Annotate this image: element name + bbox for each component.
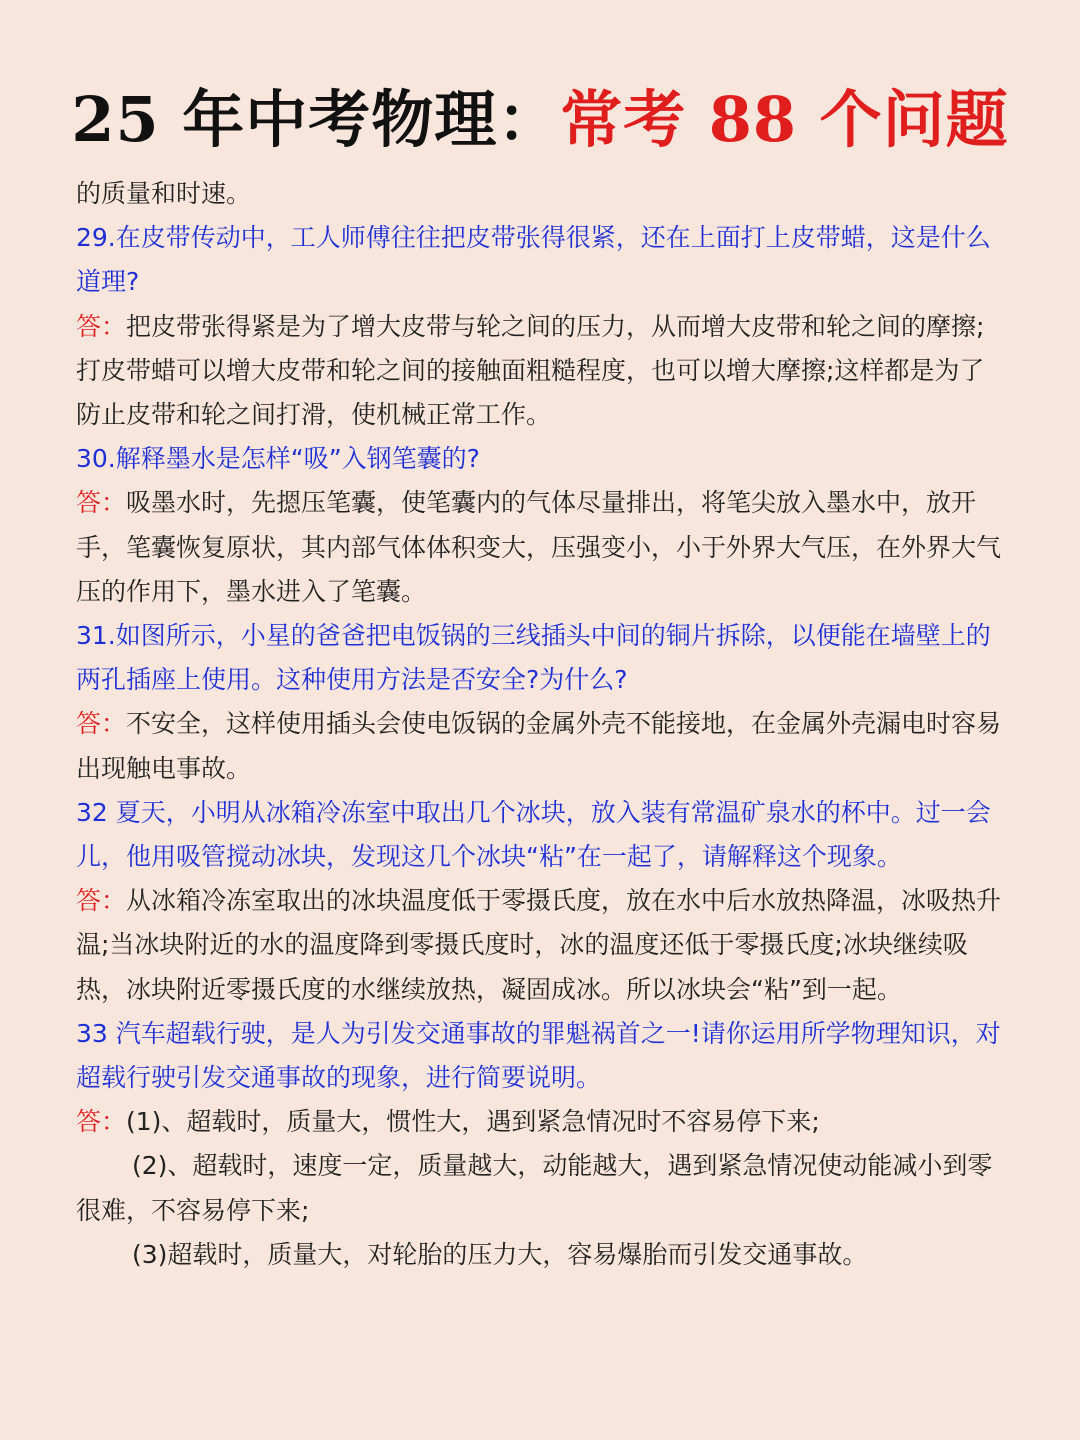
answer-33-text-2: (2)、超载时，速度一定，质量越大，动能越大，遇到紧急情况使动能减小到零很难，不容易停下来; [76, 1151, 993, 1225]
question-29: 29.在皮带传动中，工人师傅往往把皮带张得很紧，还在上面打上皮带蜡，这是什么道理? [76, 223, 991, 297]
question-32: 32 夏天，小明从冰箱冷冻室中取出几个冰块，放入装有常温矿泉水的杯中。过一会儿，他用吸管搅动冰块，发现这几个冰块“粘”在一起了，请解释这个现象。 [76, 797, 991, 872]
answer-29 [76, 305, 1006, 438]
answer-label: 答： [76, 709, 127, 739]
answer-33-item-1 [76, 1100, 1006, 1144]
answer-label: 答： [76, 1107, 127, 1137]
answer-31-text: 不安全，这样使用插头会使电饭锅的金属外壳不能接地，在金属外壳漏电时容易出现触电事故。 [76, 709, 1002, 783]
question-30: 30.解释墨水是怎样“吸”入钢笔囊的? [76, 444, 480, 474]
question-33: 33 汽车超载行驶，是人为引发交通事故的罪魁祸首之一!请你运用所学物理知识，对超载行驶引发交通事故的现象，进行简要说明。 [76, 1018, 1001, 1093]
answer-32-text: 从冰箱冷冻室取出的冰块温度低于零摄氏度，放在水中后水放热降温，冰吸热升温;当冰块附近的水的温度降到零摄氏度时，冰的温度还低于零摄氏度;冰块继续吸热，冰块附近零摄氏度的水继续放热，凝固成冰。所以冰块会“粘”到一起。 [76, 886, 1002, 1004]
answer-29-text: 把皮带张得紧是为了增大皮带与轮之间的压力，从而增大皮带和轮之间的摩擦;打皮带蜡可以增大皮带和轮之间的接触面粗糙程度，也可以增大摩擦;这样都是为了防止皮带和轮之间打滑，使机械正常工作。 [76, 311, 985, 430]
page-title [0, 78, 1080, 162]
answer-label: 答： [76, 488, 127, 518]
answer-33-text-1: (1)、超载时，质量大，惯性大，遇到紧急情况时不容易停下来; [126, 1107, 820, 1137]
answer-label: 答： [76, 886, 127, 916]
answer-33-indent [76, 1240, 132, 1269]
answer-32 [76, 879, 1006, 1012]
answer-33-item-2 [76, 1144, 1006, 1232]
question-31: 31.如图所示，小星的爸爸把电饭锅的三线插头中间的铜片拆除，以便能在墙壁上的两孔插座上使用。这种使用方法是否安全?为什么? [76, 621, 991, 695]
answer-33-text-3: (3)超载时，质量大，对轮胎的压力大，容易爆胎而引发交通事故。 [132, 1239, 868, 1269]
qa-content [76, 172, 1006, 1277]
answer-33-item-3 [76, 1233, 1006, 1277]
answer-30 [76, 481, 1006, 614]
continued-answer-text: 的质量和时速。 [76, 179, 252, 208]
answer-31 [76, 702, 1006, 790]
answer-33-indent [76, 1151, 132, 1180]
title-main: 25 年中考物理： [71, 83, 561, 156]
title-highlight: 常考 88 个问题 [560, 83, 1009, 156]
answer-label: 答： [76, 311, 127, 341]
answer-30-text: 吸墨水时，先摁压笔囊，使笔囊内的气体尽量排出，将笔尖放入墨水中，放开手，笔囊恢复原状，其内部气体体积变大，压强变小，小于外界大气压，在外界大气压的作用下，墨水进入了笔囊。 [76, 488, 1002, 606]
